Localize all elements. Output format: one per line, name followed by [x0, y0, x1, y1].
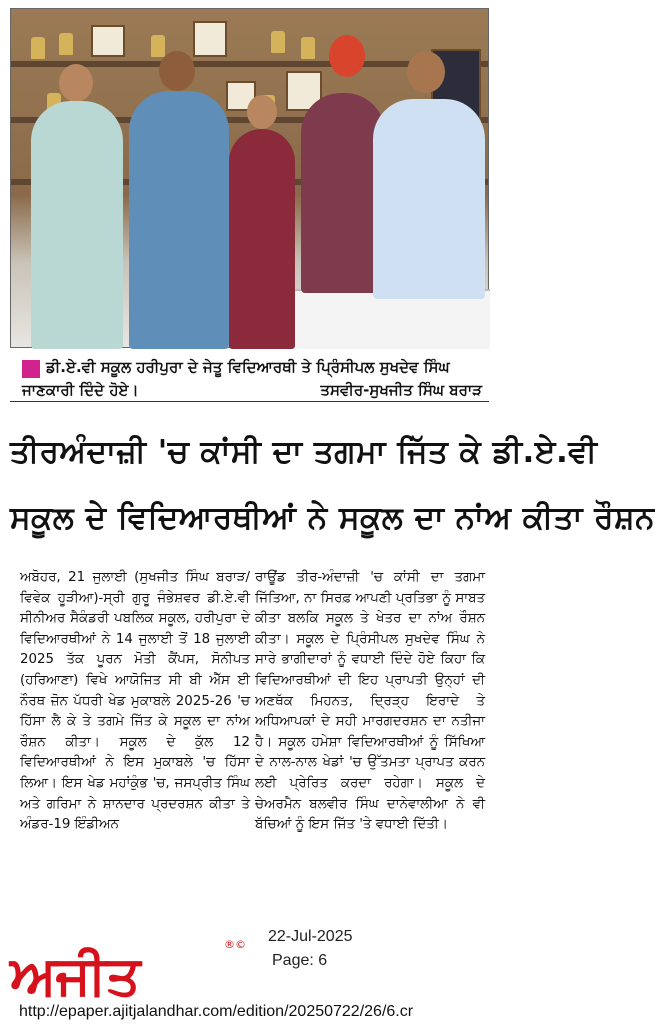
photo-credit: ਤਸਵੀਰ-ਸੁਖਜੀਤ ਸਿੰਘ ਬਰਾੜ	[320, 381, 482, 399]
headline-line1: ਤੀਰਅੰਦਾਜ਼ੀ 'ਚ ਕਾਂਸੀ ਦਾ ਤਗਮਾ ਜਿੱਤ ਕੇ ਡੀ.ਏ.ਵੀ	[10, 434, 598, 470]
caption-text-line1: ਡੀ.ਏ.ਵੀ ਸਕੂਲ ਹਰੀਪੁਰਾ ਦੇ ਜੇਤੂ ਵਿਦਿਆਰਥੀ ਤੇ ਪ੍ਰਿੰਸੀਪਲ ਸੁਖਦੇਵ ਸਿੰਘ	[46, 358, 450, 376]
edition-date: 22-Jul-2025	[268, 928, 353, 945]
headline-line2: ਸਕੂਲ ਦੇ ਵਿਦਿਆਰਥੀਆਂ ਨੇ ਸਕੂਲ ਦਾ ਨਾਂਅ ਕੀਤਾ ਰੌਸ਼ਨ	[10, 500, 655, 536]
news-photo	[10, 8, 489, 348]
newspaper-logo	[10, 944, 255, 1007]
caption-marker	[22, 360, 40, 378]
article-column-left	[20, 568, 250, 836]
logo-text: ਅਜੀਤ	[10, 944, 140, 1007]
registered-mark: ®©	[224, 938, 246, 951]
source-url-link[interactable]: http://epaper.ajitjalandhar.com/edition/20250722/26/6.cr	[19, 1003, 414, 1020]
article-column-right	[255, 568, 485, 836]
edition-page: Page: 6	[272, 952, 328, 969]
article-text-left: ਅਬੋਹਰ, 21 ਜੁਲਾਈ (ਸੁਖਜੀਤ ਸਿੰਘ ਬਰਾੜ/ਵਿਵੇਕ ਹੂੜੀਆ)-ਸ੍ਰੀ ਗੁਰੂ ਜੰਭੇਸ਼ਵਰ ਡੀ.ਏ.ਵੀ ਸੀਨੀਅਰ ਸੈਕੰਡਰੀ ਪਬਲਿਕ ਸਕੂਲ, ਹਰੀਪੁਰਾ ਦੇ ਵਿਦਿਆਰਥੀਆਂ ਨੇ 14 ਜੁਲਾਈ ਤੋਂ 18 ਜੁਲਾਈ 2025 ਤੱਕ ਪੂਰਨ ਮੋਤੀ ਕੈਂਪਸ, ਸੋਨੀਪਤ (ਹਰਿਆਣਾ) ਵਿਖੇ ਆਯੋਜਿਤ ਸੀ ਬੀ ਐੱਸ ਈ ਨੌਰਥ ਜ਼ੋਨ ਪੱਧਰੀ ਖੇਡ ਮੁਕਾਬਲੇ 2025-26 'ਚ ਹਿੱਸਾ ਲੈ ਕੇ ਤੇ ਤਗਮੇ ਜਿੱਤ ਕੇ ਸਕੂਲ ਦਾ ਨਾਂਅ ਰੌਸ਼ਨ ਕੀਤਾ। ਸਕੂਲ ਦੇ ਕੁੱਲ 12 ਵਿਦਿਆਰਥੀਆਂ ਨੇ ਇਸ ਮੁਕਾਬਲੇ 'ਚ ਹਿੱਸਾ ਲਿਆ। ਇਸ ਖੇਡ ਮਹਾਂਕੁੰਭ 'ਚ, ਜਸਪ੍ਰੀਤ ਸਿੰਘ ਅਤੇ ਗਰਿਮਾ ਨੇ ਸ਼ਾਨਦਾਰ ਪ੍ਰਦਰਸ਼ਨ ਕੀਤਾ ਤੇ ਅੰਡਰ-19 ਇੰਡੀਅਨ	[20, 570, 250, 833]
article-text-right: ਰਾਊਂਡ ਤੀਰ-ਅੰਦਾਜ਼ੀ 'ਚ ਕਾਂਸੀ ਦਾ ਤਗਮਾ ਜਿੱਤਿਆ, ਨਾ ਸਿਰਫ਼ ਆਪਣੀ ਪ੍ਰਤਿਭਾ ਨੂੰ ਸਾਬਤ ਕੀਤਾ ਬਲਕਿ ਸਕੂਲ ਤੇ ਖੇਤਰ ਦਾ ਨਾਂਅ ਰੌਸ਼ਨ ਕੀਤਾ। ਸਕੂਲ ਦੇ ਪ੍ਰਿੰਸੀਪਲ ਸੁਖਦੇਵ ਸਿੰਘ ਨੇ ਸਾਰੇ ਭਾਗੀਦਾਰਾਂ ਨੂੰ ਵਧਾਈ ਦਿੰਦੇ ਹੋਏ ਕਿਹਾ ਕਿ ਵਿਦਿਆਰਥੀਆਂ ਦੀ ਇਹ ਪ੍ਰਾਪਤੀ ਉਨ੍ਹਾਂ ਦੀ ਅਣਥੱਕ ਮਿਹਨਤ, ਦ੍ਰਿੜ੍ਹ ਇਰਾਦੇ ਤੇ ਅਧਿਆਪਕਾਂ ਦੇ ਸਹੀ ਮਾਰਗਦਰਸ਼ਨ ਦਾ ਨਤੀਜਾ ਹੈ। ਸਕੂਲ ਹਮੇਸ਼ਾ ਵਿਦਿਆਰਥੀਆਂ ਨੂੰ ਸਿੱਖਿਆ ਦੇ ਨਾਲ-ਨਾਲ ਖੇਡਾਂ 'ਚ ਉੱਤਮਤਾ ਪ੍ਰਾਪਤ ਕਰਨ ਲਈ ਪ੍ਰੇਰਿਤ ਕਰਦਾ ਰਹੇਗਾ। ਸਕੂਲ ਦੇ ਚੇਅਰਮੈਨ ਬਲਵੀਰ ਸਿੰਘ ਦਾਨੇਵਾਲੀਆ ਨੇ ਵੀ ਬੱਚਿਆਂ ਨੂੰ ਇਸ ਜਿੱਤ 'ਤੇ ਵਧਾਈ ਦਿੱਤੀ।	[255, 570, 485, 833]
caption-text-line2: ਜਾਣਕਾਰੀ ਦਿੰਦੇ ਹੋਏ।	[22, 381, 139, 399]
